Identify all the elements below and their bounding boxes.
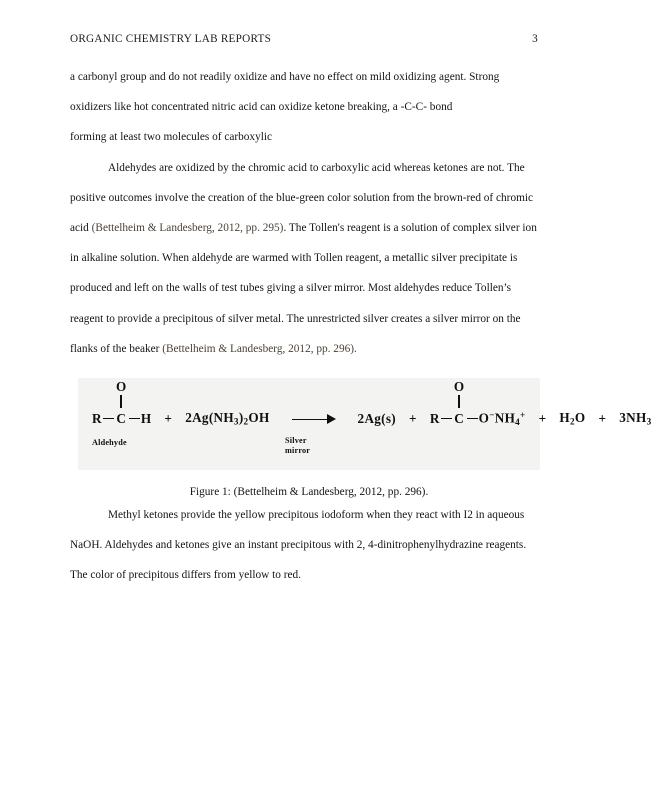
chemical-equation-image bbox=[78, 378, 651, 470]
page-content bbox=[70, 33, 651, 591]
plus-sign-2: + bbox=[408, 410, 417, 426]
subscript-3: 3 bbox=[646, 416, 651, 427]
reactant-h: H bbox=[140, 410, 152, 426]
ammonium-carboxylate: $O^-NH_4^+$ bbox=[478, 410, 526, 428]
equation-row bbox=[92, 378, 651, 428]
plus-sign-4: + bbox=[598, 410, 607, 426]
subscript-2: 2 bbox=[243, 416, 249, 427]
bond-line-icon bbox=[441, 418, 452, 419]
paragraph-aldehydes bbox=[70, 153, 538, 364]
carbonyl-carbon-label: C bbox=[454, 410, 465, 426]
silver-product: 2Ag(s) bbox=[357, 410, 396, 426]
double-bond-icon bbox=[120, 395, 122, 408]
bond-line-icon bbox=[467, 418, 478, 419]
bond-line-icon bbox=[103, 418, 114, 419]
subscript-4: 4 bbox=[515, 417, 521, 428]
subscript-3: 3 bbox=[233, 416, 239, 427]
paragraph-continuation-line-2: oxidizers like hot concentrated nitric acid can oxidize ketone breaking, a -C-C- bond bbox=[70, 101, 453, 114]
citation-bettelheim-296: (Bettelheim & Landesberg, 2012, pp. 296) bbox=[162, 342, 355, 355]
running-header-title: ORGANIC CHEMISTRY LAB REPORTS bbox=[70, 33, 272, 45]
paragraph-methyl-ketones bbox=[70, 500, 538, 591]
plus-sign-3: + bbox=[538, 410, 547, 426]
carbonyl-group-product bbox=[453, 378, 466, 427]
positive-charge: + bbox=[520, 410, 526, 421]
paragraph-methyl-ketones-text: Methyl ketones provide the yellow precipitous iodoform when they react with I2 in aqueous NaOH. Aldehydes and ketones give an instant precipitous with 2, 4-dinitrophenylhydrazine reagents. The color of precipitous differs from yellow to red. bbox=[70, 509, 527, 582]
bond-line-icon bbox=[129, 418, 140, 419]
paragraph-continuation-line-3: forming at least two molecules of carboxylic bbox=[70, 131, 273, 144]
reactant-r: R bbox=[92, 410, 102, 426]
product-r: R bbox=[429, 410, 440, 426]
tollens-reaction-equation bbox=[78, 378, 651, 470]
paragraph-aldehydes-text-a: Aldehydes are oxidized by the chromic acid to carboxylic acid whereas ketones are not. The positive outcomes involve the creation of the blue-green color solution from the brown-red of chromic acid bbox=[70, 161, 534, 235]
double-bond-icon bbox=[458, 395, 460, 408]
figure-caption: Figure 1: (Bettelheim & Landesberg, 2012, pp. 296). bbox=[189, 486, 429, 499]
citation-bettelheim-295: (Bettelheim & Landesberg, 2012, pp. 295) bbox=[91, 222, 284, 235]
carbonyl-oxygen-label: O bbox=[116, 378, 127, 394]
carbonyl-group-reactant bbox=[115, 378, 128, 427]
running-header bbox=[70, 33, 538, 49]
ammonia-formula: $3NH_3$ bbox=[619, 410, 651, 427]
paragraph-aldehydes-text-b: . The Tollen's reagent is a solution of complex silver ion in alkaline solution. When aldehyde are warmed with Tollen reagent, a metallic silver precipitate is produced and left on the walls of test tubes giving a silver mirror. Most aldehydes reduce Tollen’s reagent to provide a precipitous of silver metal. The unrestricted silver creates a silver mirror on the flanks of the beaker bbox=[70, 222, 537, 355]
negative-charge: − bbox=[489, 410, 495, 421]
equation-label-aldehyde: Aldehyde bbox=[92, 438, 127, 448]
equation-label-silver-line-1: Silver bbox=[285, 436, 307, 446]
water-formula: $H_2O$ bbox=[559, 410, 586, 427]
figure-1 bbox=[78, 378, 651, 500]
carbonyl-oxygen-label: O bbox=[453, 378, 465, 394]
reaction-arrow-icon bbox=[292, 414, 336, 424]
paragraph-continuation bbox=[70, 62, 538, 153]
subscript-2: 2 bbox=[569, 416, 575, 427]
page-number: 3 bbox=[532, 33, 538, 45]
plus-sign-1: + bbox=[164, 410, 173, 426]
paragraph-continuation-line-1: a carbonyl group and do not readily oxidize and have no effect on mild oxidizing agent. Strong bbox=[70, 71, 500, 83]
paragraph-aldehydes-text-c: . bbox=[354, 342, 357, 355]
carbonyl-carbon-label: C bbox=[116, 410, 127, 426]
equation-label-silver-line-2: mirror bbox=[285, 446, 311, 456]
equation-label-silver-mirror bbox=[285, 436, 310, 456]
tollens-reagent-formula: $2Ag(NH_3)_2OH$ bbox=[185, 410, 270, 427]
